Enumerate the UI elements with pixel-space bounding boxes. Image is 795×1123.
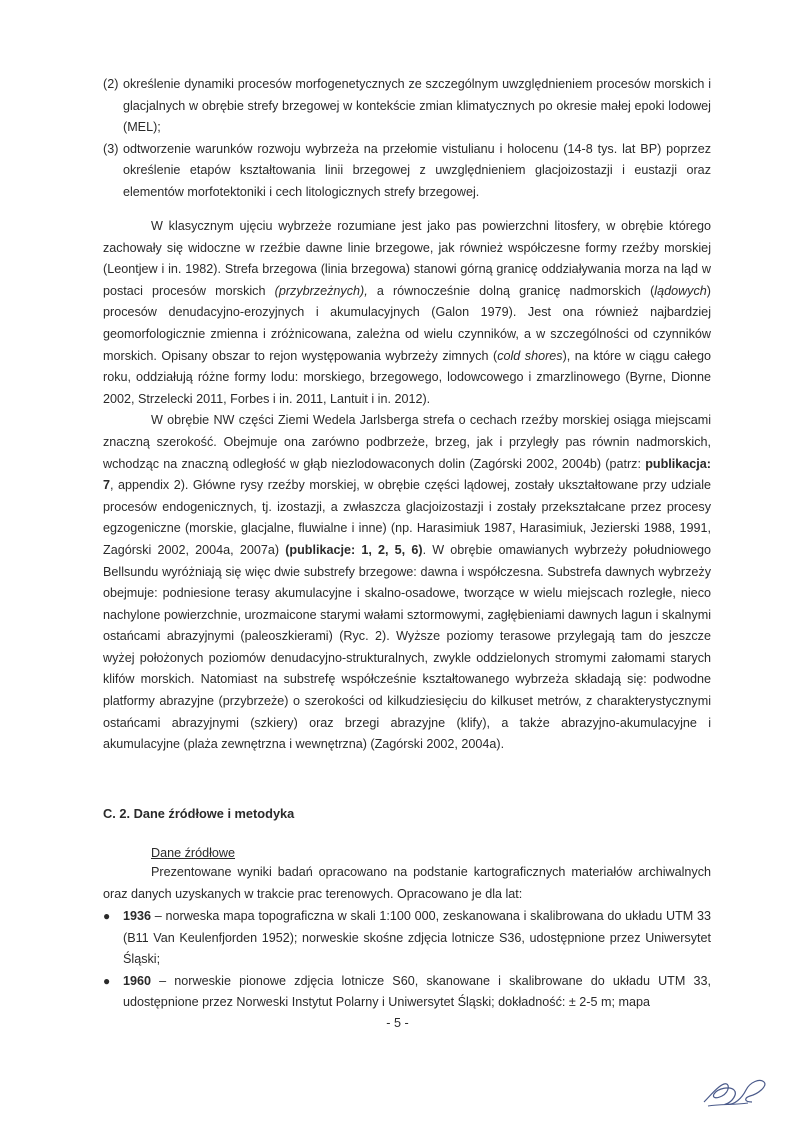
paragraph-coast-definition [103,216,711,410]
italic-span: (przybrzeżnych), [274,283,368,298]
list-text: odtworzenie warunków rozwoju wybrzeża na przełomie vistulianu i holocenu (14-8 tys. lat BP) poprzez określenie etapów kształtowania linii brzegowej z uwzględnieniem glacjoizostazji i eustazji oraz elementów morfotektoniki i cech litologicznych strefy brzegowej. [123,141,711,199]
list-item [103,971,711,1014]
page-number: - 5 - [386,1016,409,1030]
year-label: 1936 [123,909,152,923]
body-text-sources [103,862,711,905]
bullet-icon: ● [103,909,111,923]
text-span: W klasycznym ujęciu wybrzeże rozumiane jest jako pas powierzchni litosfery, w obrębie którego zachowały się widoczne w rzeźbie dawne linie brzegowe, jak również współczesne formy rzeźby morskiej (Leontjew i in. 1982). Strefa brzegowa (linia brzegowa) stanowi górną granicę oddziaływania morza na ląd w postaci procesów morskich [103,219,711,298]
list-number: (2) [103,77,119,91]
italic-span: lądowych [654,283,707,298]
bullet-icon: ● [103,973,111,988]
list-text [123,906,711,971]
year-label: 1960 [123,973,152,988]
paragraph-sources: Prezentowane wyniki badań opracowano na podstanie kartograficznych materiałów archiwalnych oraz danych uzyskanych w trakcie prac terenowych. Opracowano je dla lat: [103,865,711,901]
text-span: , appendix 2). Główne rysy rzeźby morskiej, w obrębie części lądowej, zostały ukształtowane przy udziale procesów endogenicznych, tj. izostazji, a zwłaszcza glacjoizostazji i zostały przekształcane przez procesy egzogeniczne (morskie, glacjalne, fluwialne i inne) (np. Harasimiuk 1987, Harasimiuk, Jezierski 1988, 1991, Zagórski 2002, 2004a, 2007a) [103,478,711,557]
subsection-heading: Dane źródłowe [151,846,236,860]
italic-span: cold shores [497,348,563,363]
bold-span: publikacja: 7 [103,456,711,493]
list-item [103,906,711,971]
list-text: określenie dynamiki procesów morfogenetycznych ze szczególnym uwzględnieniem procesów morskich i glacjalnych w obrębie strefy brzegowej w kontekście zmian klimatycznych po okresie małej epoki lodowej (MEL); [123,77,711,135]
text-span: ) procesów denudacyjno-erozyjnych i akumulacyjnych (Galon 1979). Jest ona również najbardziej geomorfologicznie zmienna i zróżnicowana, zależna od wielu czynników, a w szczególności od czynników morskich. Opisany obszar to rejon występowania wybrzeży zimnych ( [103,283,711,363]
list-number: (3) [103,141,119,156]
text-span: W obrębie NW części Ziemi Wedela Jarlsberga strefa o cechach rzeźby morskiej osiąga miejscami znaczną szerokość. Obejmuje ona zarówno podbrzeże, brzeg, jak i przyległy pas równin nadmorskich, wchodząc na znaczną odległość w głąb niezlodowaconych dolin (Zagórski 2002, 2004b) (patrz: [103,413,711,471]
numbered-list [103,74,711,204]
text-span: – norweska mapa topograficzna w skali 1:100 000, zeskanowana i skalibrowana do układu UTM 33 (B11 Van Keulenfjorden 1952); norweskie skośne zdjęcia lotnicze S36, udostępnione przez Uniwersytet Śląski; [123,909,711,967]
bullet-list [103,906,711,1014]
paragraph-nw-region [103,410,711,756]
text-span: . W obrębie omawianych wybrzeży południowego Bellsundu wyróżniają się więc dwie substrefy brzegowe: dawna i współczesna. Substrefa dawnych wybrzeży obejmuje: podniesione terasy akumulacyjne i skalno-osadowe, tworzące w wielu miejscach rozległe, nieco nachylone powierzchnie, urozmaicone starymi wałami sztormowymi, zagłębieniami dawnych lagun i skalnymi ostańcami abrazyjnymi (paleoszkierami) (Ryc. 2). Wyższe poziomy terasowe przylegają tam do jeszcze wyżej położonych poziomów denudacyjno-strukturalnych, zwykle oddzielonych stromymi załomami starych klifów morskich. Natomiast na substrefę współcześnie kształtowanego wybrzeża składają się: podwodne platformy abrazyjne (przybrzeże) o szerokości od kilkudziesięciu do kilkuset metrów, z charakterystycznymi ostańcami abrazyjnymi (szkiery) oraz brzegi abrazyjne (klify), a także abrazyjno-akumulacyjne i akumulacyjne (plaża zewnętrzna i wewnętrzna) (Zagórski 2002, 2004a). [103,542,711,752]
text-span: ), na które w ciągu całego roku, oddziałują różne formy lodu: morskiego, brzegowego, lodowcowego i zmarzlinowego (Byrne, Dionne 2002, Strzelecki 2011, Forbes i in. 2011, Lantuit i in. 2012). [103,348,711,406]
body-text [103,216,711,756]
section-heading: C. 2. Dane źródłowe i metodyka [103,806,295,821]
list-item [103,74,711,139]
bold-span: (publikacje: 1, 2, 5, 6) [285,542,423,557]
signature-icon [700,1072,770,1112]
text-span: a równocześnie dolną granicę nadmorskich ( [367,283,655,298]
text-span: – norweskie pionowe zdjęcia lotnicze S60, skanowane i skalibrowane do układu UTM 33, udostępnione przez Norweski Instytut Polarny i Uniwersytet Śląski; dokładność: ± 2-5 m; mapa [123,973,711,1010]
list-text [123,971,711,1014]
list-item [103,139,711,204]
